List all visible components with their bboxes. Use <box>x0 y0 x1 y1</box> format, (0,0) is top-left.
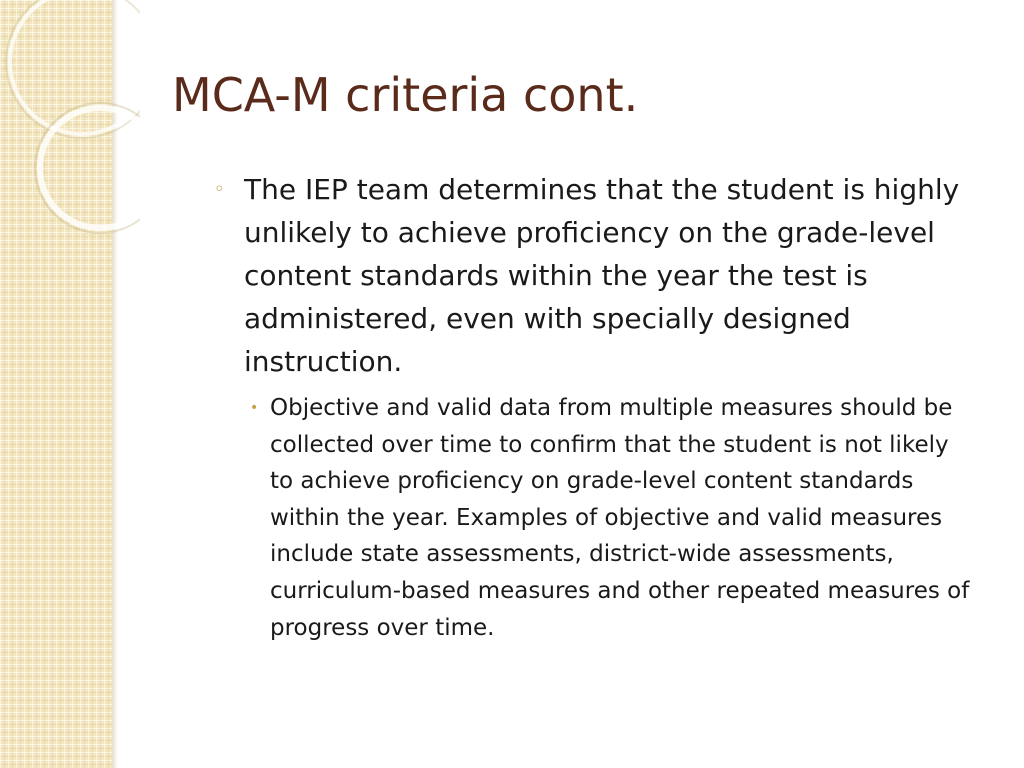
decorative-ring-lower <box>40 108 140 228</box>
bullet-text: The IEP team determines that the student is highly unlikely to achieve proficiency on the grade-level content standards within the year the test is administered, even with specially designed instruction. <box>244 173 960 378</box>
sub-bullet-text: Objective and valid data from multiple measures should be collected over time to confirm that the student is not likely to achieve proficiency on grade-level content standards within the year. Examples of objective and valid measures include state assessments, district-wide assessments, curriculum-based measures and other repeated measures of progress over time. <box>270 395 970 641</box>
bullet-item <box>214 168 994 383</box>
slide-title: MCA-M criteria cont. <box>172 68 639 122</box>
decorative-rings <box>0 0 140 240</box>
dot-bullet-icon: • <box>250 400 259 416</box>
hollow-circle-bullet-icon: ◦ <box>214 179 225 200</box>
sub-bullet-item <box>250 390 990 646</box>
